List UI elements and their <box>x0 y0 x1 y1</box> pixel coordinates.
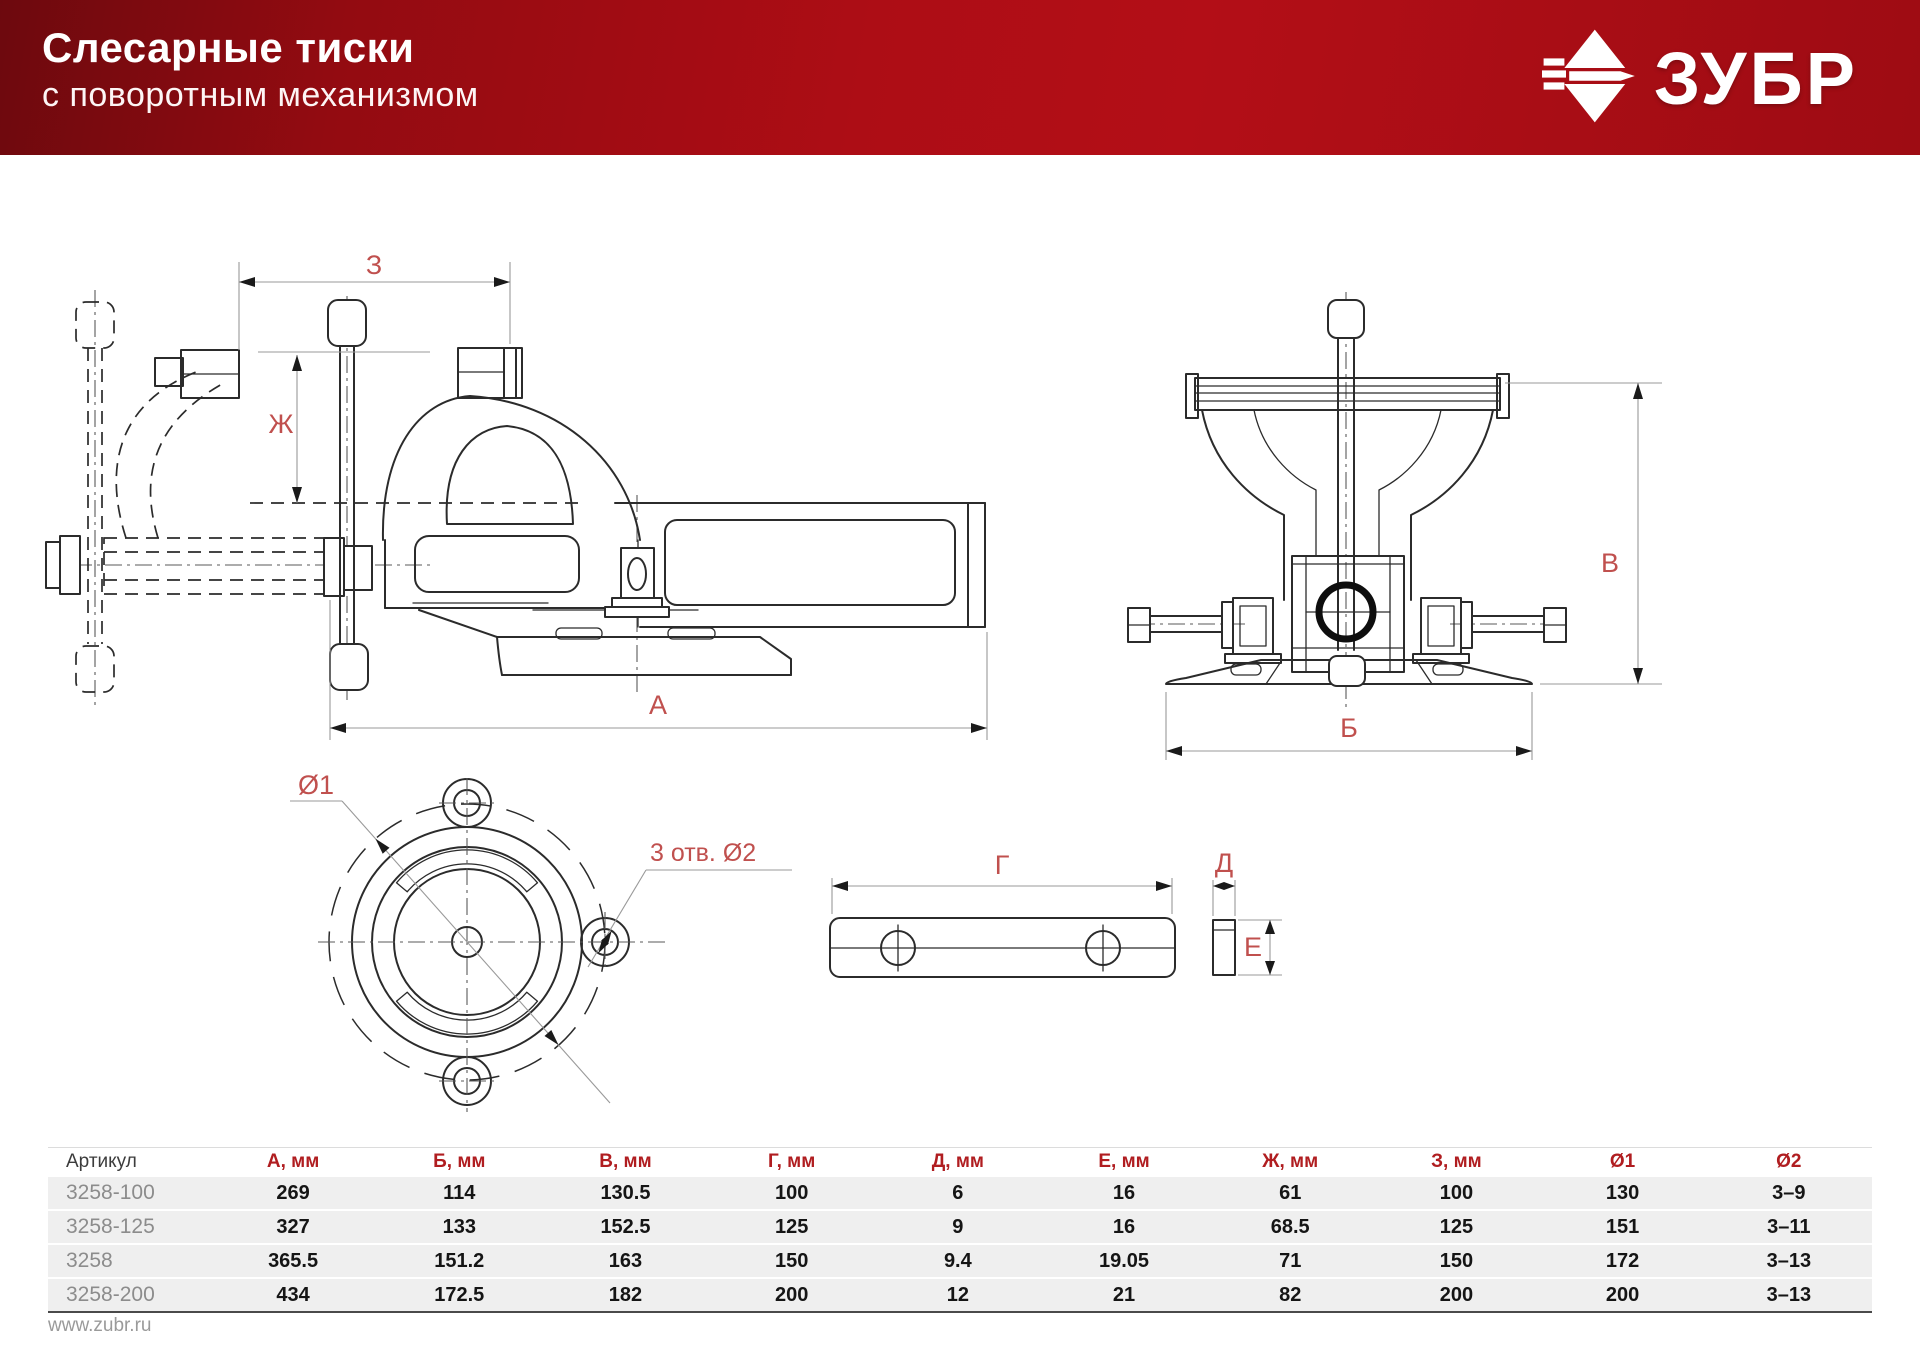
cell: 151 <box>1540 1210 1706 1244</box>
brand-name: ЗУБР <box>1653 36 1858 120</box>
dim-label-a: А <box>648 690 668 720</box>
cell: 150 <box>1373 1244 1539 1278</box>
cell: 9.4 <box>875 1244 1041 1278</box>
cell: 3–9 <box>1706 1177 1872 1210</box>
dim-label-b: Б <box>1340 713 1358 743</box>
cell-sku: 3258-200 <box>48 1278 210 1311</box>
col-header-sku: Артикул <box>48 1148 210 1177</box>
table-row <box>48 1244 1872 1278</box>
site-url: www.zubr.ru <box>48 1315 152 1336</box>
cell: 6 <box>875 1177 1041 1210</box>
col-header-d: Д, мм <box>875 1148 1041 1177</box>
cell: 100 <box>709 1177 875 1210</box>
dim-label-holes: 3 отв. Ø2 <box>650 839 757 867</box>
dim-label-z: З <box>365 250 383 280</box>
table-row <box>48 1278 1872 1311</box>
cell: 21 <box>1041 1278 1207 1311</box>
cell: 3–11 <box>1706 1210 1872 1244</box>
cell: 150 <box>709 1244 875 1278</box>
cell: 269 <box>210 1177 376 1210</box>
col-header-a: А, мм <box>210 1148 376 1177</box>
cell: 130.5 <box>542 1177 708 1210</box>
cell: 71 <box>1207 1244 1373 1278</box>
cell: 200 <box>1373 1278 1539 1311</box>
cell: 365.5 <box>210 1244 376 1278</box>
cell: 61 <box>1207 1177 1373 1210</box>
cell: 172.5 <box>376 1278 542 1311</box>
page-title: Слесарные тиски <box>42 24 415 71</box>
cell: 434 <box>210 1278 376 1311</box>
cell: 125 <box>1373 1210 1539 1244</box>
cell: 130 <box>1540 1177 1706 1210</box>
cell: 151.2 <box>376 1244 542 1278</box>
cell: 125 <box>709 1210 875 1244</box>
cell: 3–13 <box>1706 1244 1872 1278</box>
cell-sku: 3258-125 <box>48 1210 210 1244</box>
col-header-b: Б, мм <box>376 1148 542 1177</box>
bottom-view-drawing <box>290 770 792 1112</box>
dim-label-dia1: Ø1 <box>297 770 335 800</box>
cell: 200 <box>709 1278 875 1311</box>
zubr-brand-icon <box>1542 26 1638 131</box>
cell: 3–13 <box>1706 1278 1872 1311</box>
dim-label-zh: Ж <box>268 409 294 439</box>
table-row <box>48 1177 1872 1210</box>
technical-drawings <box>0 155 1920 1147</box>
cell: 172 <box>1540 1244 1706 1278</box>
dim-label-e: Е <box>1243 932 1263 962</box>
cell: 133 <box>376 1210 542 1244</box>
cell: 12 <box>875 1278 1041 1311</box>
cell: 200 <box>1540 1278 1706 1311</box>
cell: 163 <box>542 1244 708 1278</box>
side-view-drawing <box>45 250 987 740</box>
table-header-row <box>48 1148 1872 1177</box>
cell: 68.5 <box>1207 1210 1373 1244</box>
col-header-dia2: Ø2 <box>1706 1148 1872 1177</box>
cell: 100 <box>1373 1177 1539 1210</box>
col-header-v: В, мм <box>542 1148 708 1177</box>
col-header-zh: Ж, мм <box>1207 1148 1373 1177</box>
col-header-g: Г, мм <box>709 1148 875 1177</box>
front-view-drawing <box>1128 292 1662 760</box>
table-row <box>48 1210 1872 1244</box>
cell: 9 <box>875 1210 1041 1244</box>
cell: 19.05 <box>1041 1244 1207 1278</box>
col-header-dia1: Ø1 <box>1540 1148 1706 1177</box>
spec-table <box>48 1147 1872 1313</box>
jaw-plate-drawing <box>830 848 1282 977</box>
col-header-e: Е, мм <box>1041 1148 1207 1177</box>
header-band <box>0 0 1920 155</box>
brand-logo <box>1542 22 1858 134</box>
cell: 82 <box>1207 1278 1373 1311</box>
cell-sku: 3258 <box>48 1244 210 1278</box>
col-header-z: З, мм <box>1373 1148 1539 1177</box>
dim-label-v: В <box>1600 548 1620 578</box>
cell: 152.5 <box>542 1210 708 1244</box>
cell: 182 <box>542 1278 708 1311</box>
cell: 16 <box>1041 1177 1207 1210</box>
dim-label-g: Г <box>994 850 1010 880</box>
page-subtitle: с поворотным механизмом <box>42 76 479 114</box>
cell: 16 <box>1041 1210 1207 1244</box>
dim-label-d: Д <box>1214 848 1234 878</box>
cell: 327 <box>210 1210 376 1244</box>
cell: 114 <box>376 1177 542 1210</box>
cell-sku: 3258-100 <box>48 1177 210 1210</box>
